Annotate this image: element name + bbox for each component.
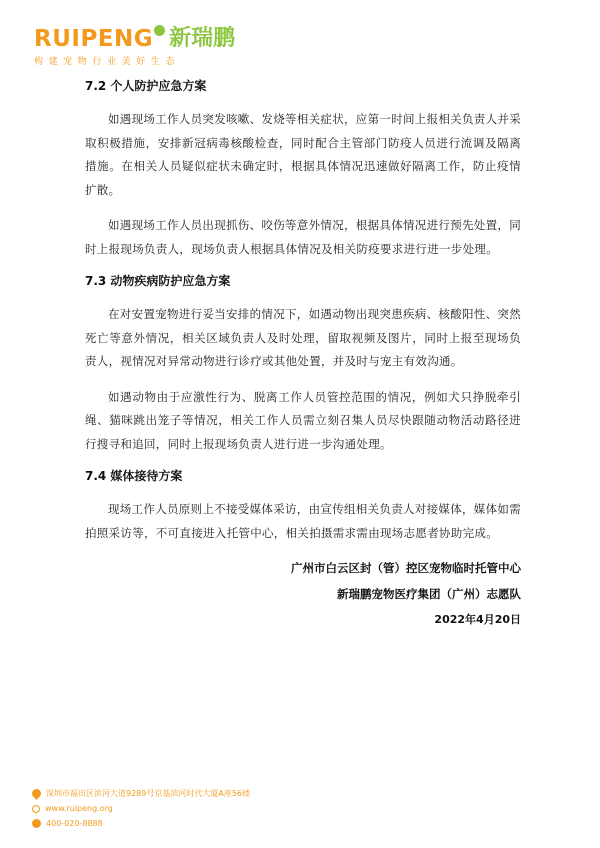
section-heading: 7.3 动物疾病防护应急方案	[85, 274, 231, 288]
globe-icon	[32, 805, 40, 813]
phone-icon	[32, 819, 41, 828]
page-footer	[32, 786, 332, 831]
footer-address-row	[32, 786, 332, 801]
signature-org-2: 新瑞鹏宠物医疗集团（广州）志愿队	[337, 587, 521, 601]
paragraph: 如遇动物由于应激性行为、脱离工作人员管控范围的情况，例如犬只挣脱牵引绳、猫咪跳出笼子等情况，相关工作人员需立刻召集人员尽快跟随动物活动路径进行搜寻和追回，同时上报现场负责人进行进一步沟通处理。	[85, 389, 521, 451]
footer-website-row	[32, 801, 332, 816]
location-pin-icon	[30, 787, 43, 800]
footer-address: 深圳市福田区滨河大道9289号京基滨河时代大厦A座56楼	[46, 789, 251, 798]
signature-org-1: 广州市白云区封（管）控区宠物临时托管中心	[291, 561, 521, 575]
logo-badge-icon	[154, 25, 165, 36]
logo-english-text: RUIPENG	[34, 26, 154, 52]
footer-phone-row	[32, 816, 332, 831]
footer-website[interactable]: www.ruipeng.org	[45, 804, 113, 813]
footer-phone: 400-020-8888	[46, 819, 103, 828]
section-heading: 7.4 媒体接待方案	[85, 469, 183, 483]
section-heading: 7.2 个人防护应急方案	[85, 79, 207, 93]
paragraph: 如遇现场工作人员突发咳嗽、发烧等相关症状，应第一时间上报相关负责人并采取积极措施，安排新冠病毒核酸检查，同时配合主管部门防疫人员进行流调及隔离措施。在相关人员疑似症状未确定时，根据具体情况迅速做好隔离工作，防止疫情扩散。	[85, 112, 521, 197]
signature-date: 2022年4月20日	[434, 613, 521, 626]
paragraph: 在对安置宠物进行妥当安排的情况下，如遇动物出现突患疾病、核酸阳性、突然死亡等意外情况，相关区域负责人及时处理，留取视频及图片，同时上报至现场负责人，视情况对异常动物进行诊疗或其他处置，并及时与宠主有效沟通。	[85, 307, 521, 368]
document-body	[85, 72, 521, 631]
logo-slogan: 构建宠物行业美好生态	[34, 57, 181, 67]
paragraph: 如遇现场工作人员出现抓伤、咬伤等意外情况，根据具体情况进行预先处置，同时上报现场负责人，现场负责人根据具体情况及相关防疫要求进行进一步处理。	[85, 218, 521, 256]
company-logo	[34, 22, 244, 72]
logo-chinese-text: 新瑞鹏	[169, 26, 236, 51]
paragraph: 现场工作人员原则上不接受媒体采访，由宣传组相关负责人对接媒体，媒体如需拍照采访等，不可直接进入托管中心，相关拍摄需求需由现场志愿者协助完成。	[85, 502, 521, 540]
